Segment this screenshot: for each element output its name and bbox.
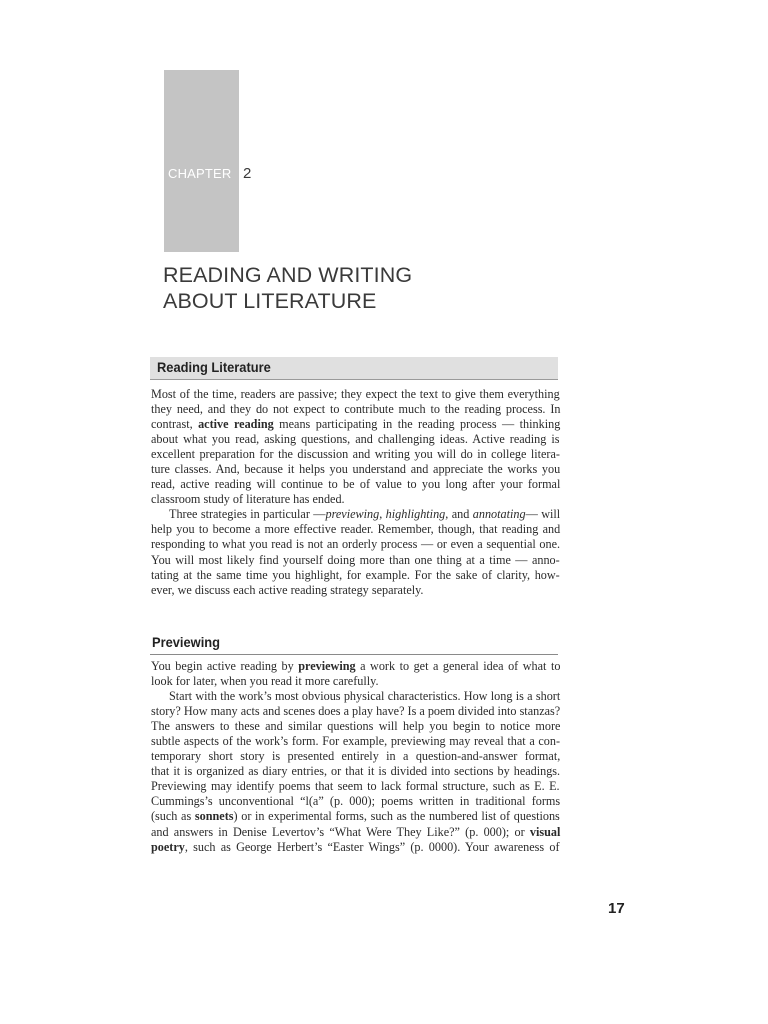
text-line: classroom study of literature has ended. [151,492,345,507]
chapter-title [163,262,412,314]
paragraph [151,507,560,597]
term-sonnets: sonnets [194,809,234,824]
text-line: Cummings’s unconventional “l(a” (p. 000); poems written in traditional forms [151,794,561,809]
subsection-body [151,659,560,855]
section-heading: Reading Literature [157,359,271,375]
term-previewing: previewing [298,659,356,673]
chapter-tab-block [164,70,239,252]
text-line: (such as sonnets) or in experimental forms, such as the numbered list of questions [151,809,560,824]
chapter-title-line: READING AND WRITING [163,263,413,287]
text-line: Three strategies in particular —previewing, highlighting, and annotating— will [169,507,561,522]
text-line: and answers in Denise Levertov’s “What Were They Like?” (p. 000); or visual [151,824,561,839]
text-line: Previewing may identify poems that seem to lack formal structure, such as E. E. [151,779,560,794]
text-line: that it is organized as diary entries, or that it is divided into sections by headings. [151,764,561,779]
text-line: You will most likely find yourself doing more than one thing at a time — anno- [151,552,560,567]
text-line: responding to what you read is not an orderly process — or even a sequential one. [151,537,561,552]
section-body [151,387,560,598]
chapter-number: 2 [243,165,252,182]
chapter-label: CHAPTER [168,166,232,181]
text-line: look for later, when you read it more carefully. [151,674,379,689]
text-line: tating at the same time you highlight, for example. For the sake of clarity, how- [151,567,560,582]
term-poetry: poetry [151,839,185,854]
text-line: temporary short story is presented entirely in a question-and-answer format, [151,749,561,764]
term-active-reading: active reading [198,417,274,432]
text-line: The answers to these and similar questions will help you begin to notice more [151,719,561,734]
paragraph [151,689,560,855]
paragraph [151,659,560,689]
text-line: poetry, such as George Herbert’s “Easter Wings” (p. 0000). Your awareness of [151,839,560,854]
text-line: read, active reading will continue to be of value to you long after your formal [151,477,561,492]
text-line: about what you read, asking questions, and challenging ideas. Active reading is [151,432,560,447]
text-line: ture classes. And, because it helps you understand and appreciate the works you [151,462,561,477]
text-line: You begin active reading by previewing a work to get a general idea of what to [151,659,561,673]
term-visual: visual [529,824,561,839]
subsection-rule [150,654,558,655]
text-line: story? How many acts and scenes does a play have? Is a poem divided into stanzas? [151,704,561,719]
text-line: they need, and they do not expect to contribute much to the reading process. In [151,402,561,417]
page-number: 17 [608,900,625,917]
text-line: Start with the work’s most obvious physical characteristics. How long is a short [169,689,561,704]
text-line: ever, we discuss each active reading strategy separately. [151,582,424,597]
text-line: excellent preparation for the discussion and writing you will do in college litera- [151,447,560,462]
text-line: contrast, active reading means participating in the reading process — thinking [151,417,561,432]
text-line: subtle aspects of the work’s form. For example, previewing may reveal that a con- [151,734,561,749]
chapter-title-line: ABOUT LITERATURE [163,289,377,313]
text-line: Most of the time, readers are passive; they expect the text to give them everything [151,387,560,401]
paragraph [151,387,560,507]
subsection-heading: Previewing [152,634,221,650]
text-line: help you to become a more effective reader. Remember, though, that reading and [151,522,561,537]
